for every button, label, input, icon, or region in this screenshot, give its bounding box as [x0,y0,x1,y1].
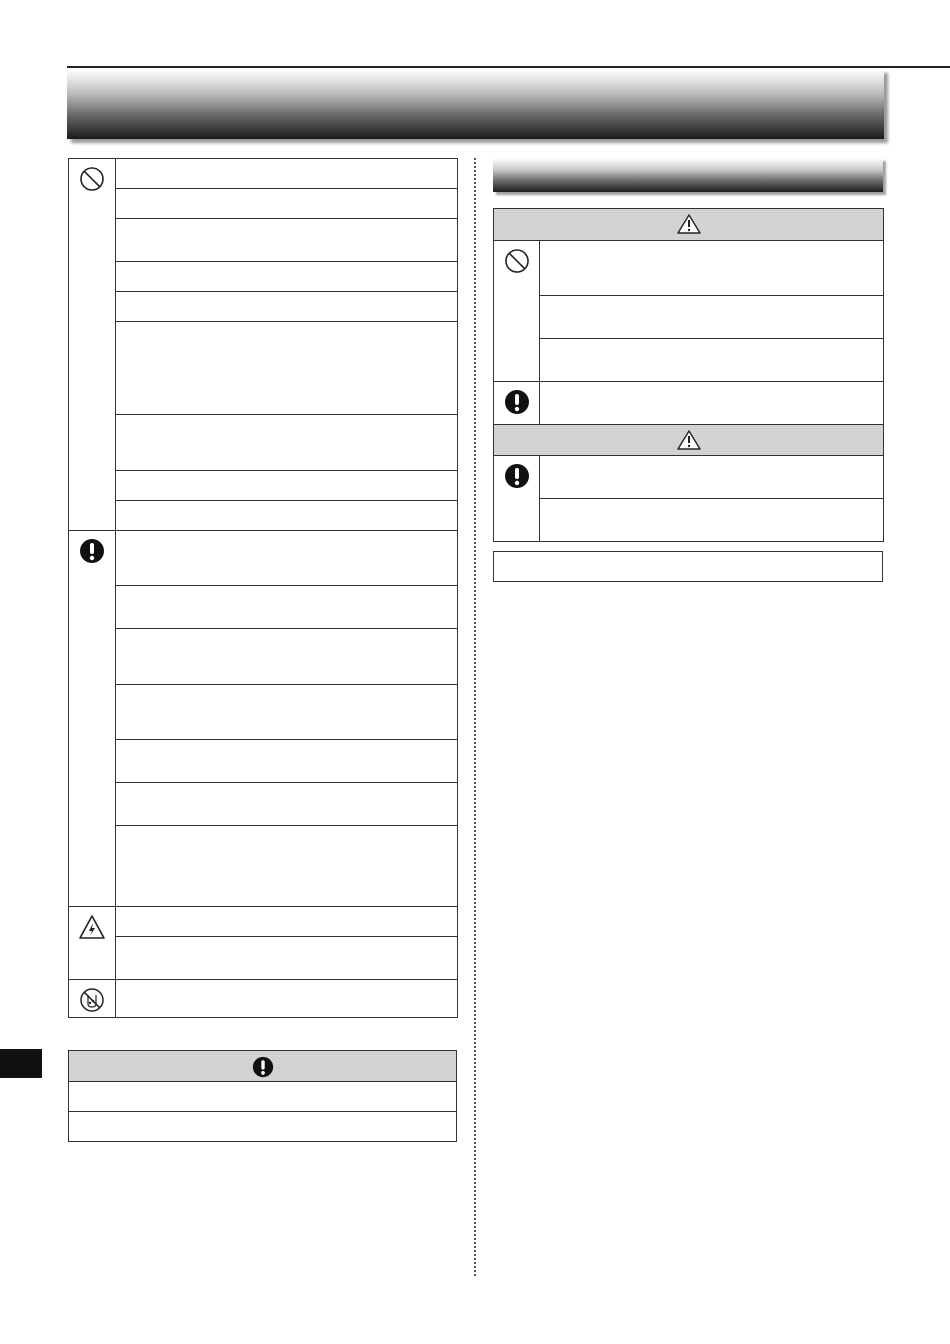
exclamation-icon [79,538,105,567]
instruction-row [116,629,458,685]
instruction-row [540,499,884,542]
side-tab [0,1049,42,1078]
prohibition-icon [79,166,105,195]
instruction-row [116,783,458,826]
note-box [493,551,883,582]
column-divider [474,158,476,1276]
prohibited-row [116,189,458,219]
electric-shock-warning-icon [78,914,106,943]
prohibited-row [116,471,458,501]
exclamation-icon [504,463,530,492]
instruction-row [69,1112,457,1142]
instruction-icon-cell [494,456,540,542]
instruction-row [116,685,458,740]
water-icon-cell [69,980,116,1018]
prohibited-row [116,501,458,531]
left-safety-table [68,158,458,1018]
instruction-icon-cell [494,382,540,425]
prohibited-row [116,262,458,292]
electric-row [116,907,458,937]
prohibited-row [540,241,884,296]
electric-icon-cell [69,907,116,980]
prohibited-icon-cell [69,159,116,531]
exclamation-icon [252,1056,274,1081]
prohibited-row [116,322,458,415]
note-row [494,552,883,582]
water-row [116,980,458,1018]
section-banner [493,158,883,192]
warning-table [493,208,884,542]
instruction-icon-cell [69,531,116,907]
do-not-wet-icon [79,987,105,1016]
instruction-row [116,740,458,783]
instruction-row [540,456,884,499]
header-banner [67,69,884,139]
instruction-row [540,382,884,425]
electric-row [116,937,458,980]
warning-triangle-icon [677,214,701,237]
instruction-row [116,531,458,586]
warning-triangle-icon [677,430,701,453]
prohibited-row [116,219,458,262]
left-bottom-table [68,1050,457,1142]
instruction-row [69,1082,457,1112]
prohibited-row [540,339,884,382]
exclamation-icon [504,389,530,418]
prohibited-row [540,296,884,339]
instruction-header [69,1051,457,1082]
prohibited-icon-cell [494,241,540,382]
top-rule [67,66,950,68]
prohibited-row [116,292,458,322]
prohibited-row [116,415,458,471]
instruction-row [116,826,458,907]
prohibited-row [116,159,458,189]
caution-header [494,425,884,456]
prohibition-icon [504,248,530,277]
instruction-row [116,586,458,629]
warning-header [494,209,884,241]
